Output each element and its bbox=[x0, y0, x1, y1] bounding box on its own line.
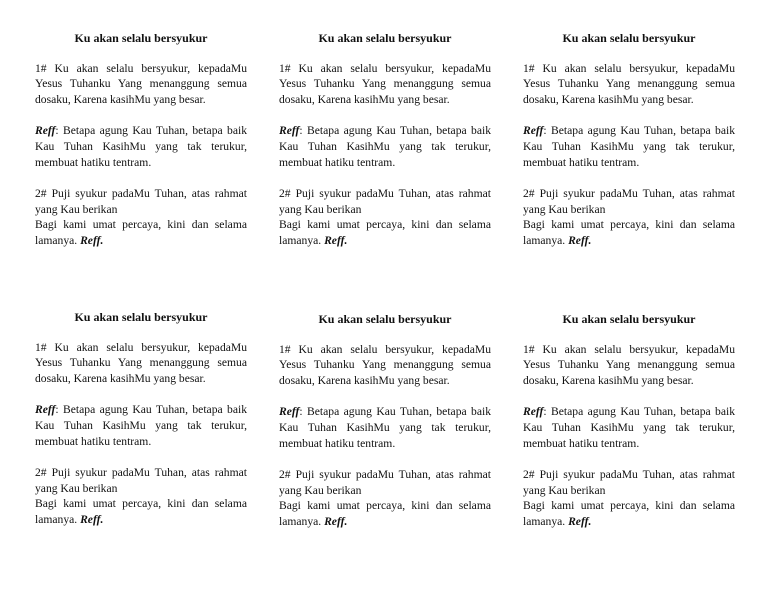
verse-2-line-2 bbox=[35, 496, 247, 527]
song-title: Ku akan selalu bersyukur bbox=[318, 31, 452, 45]
verse-1: 1# Ku akan selalu bersyukur, kepadaMu Yesus Tuhanku Yang menanggung semua dosaku, Karena kasihMu yang besar. bbox=[279, 61, 491, 106]
song-card bbox=[35, 31, 247, 249]
verse-2-line-1: 2# Puji syukur padaMu Tuhan, atas rahmat yang Kau berikan bbox=[523, 468, 735, 497]
verse-2-reff: Reff. bbox=[568, 514, 592, 528]
verse-2-text: Bagi kami umat percaya, kini dan selama lamanya. bbox=[35, 218, 247, 247]
verse-2-line-2 bbox=[35, 217, 247, 248]
reff-text: : Betapa agung Kau Tuhan, betapa baik Kau Tuhan KasihMu yang tak terukur, membuat hatiku tentram. bbox=[279, 405, 491, 450]
verse-2-line-1: 2# Puji syukur padaMu Tuhan, atas rahmat yang Kau berikan bbox=[523, 187, 735, 216]
verse-2-reff: Reff. bbox=[568, 233, 592, 247]
reff-label: Reff bbox=[279, 405, 300, 419]
song-card bbox=[35, 310, 247, 528]
verse-2-line-1: 2# Puji syukur padaMu Tuhan, atas rahmat yang Kau berikan bbox=[35, 187, 247, 216]
reff-label: Reff bbox=[35, 124, 56, 138]
reff-text: : Betapa agung Kau Tuhan, betapa baik Kau Tuhan KasihMu yang tak terukur, membuat hatiku tentram. bbox=[35, 403, 247, 448]
verse-2-line-2 bbox=[523, 498, 735, 529]
verse-2-text: Bagi kami umat percaya, kini dan selama lamanya. bbox=[35, 497, 247, 526]
reff-label: Reff bbox=[523, 405, 544, 419]
song-card bbox=[523, 31, 735, 249]
verse-2-line-1: 2# Puji syukur padaMu Tuhan, atas rahmat yang Kau berikan bbox=[279, 468, 491, 497]
verse-1: 1# Ku akan selalu bersyukur, kepadaMu Yesus Tuhanku Yang menanggung semua dosaku, Karena kasihMu yang besar. bbox=[523, 342, 735, 387]
reff-label: Reff bbox=[279, 124, 300, 138]
song-title: Ku akan selalu bersyukur bbox=[318, 312, 452, 326]
verse-2-text: Bagi kami umat percaya, kini dan selama lamanya. bbox=[279, 218, 491, 247]
verse-2-reff: Reff. bbox=[80, 512, 104, 526]
refrain bbox=[279, 404, 491, 451]
refrain bbox=[523, 123, 735, 170]
reff-text: : Betapa agung Kau Tuhan, betapa baik Kau Tuhan KasihMu yang tak terukur, membuat hatiku tentram. bbox=[279, 124, 491, 169]
refrain bbox=[523, 404, 735, 451]
reff-text: : Betapa agung Kau Tuhan, betapa baik Kau Tuhan KasihMu yang tak terukur, membuat hatiku tentram. bbox=[523, 124, 735, 169]
verse-2-text: Bagi kami umat percaya, kini dan selama lamanya. bbox=[523, 499, 735, 528]
song-card bbox=[279, 312, 491, 530]
verse-1: 1# Ku akan selalu bersyukur, kepadaMu Yesus Tuhanku Yang menanggung semua dosaku, Karena kasihMu yang besar. bbox=[523, 61, 735, 106]
reff-text: : Betapa agung Kau Tuhan, betapa baik Kau Tuhan KasihMu yang tak terukur, membuat hatiku tentram. bbox=[523, 405, 735, 450]
verse-2-reff: Reff. bbox=[80, 233, 104, 247]
verse-2-line-1: 2# Puji syukur padaMu Tuhan, atas rahmat yang Kau berikan bbox=[35, 466, 247, 495]
verse-2-text: Bagi kami umat percaya, kini dan selama lamanya. bbox=[523, 218, 735, 247]
song-card bbox=[279, 31, 491, 249]
verse-2-reff: Reff. bbox=[324, 514, 348, 528]
reff-label: Reff bbox=[523, 124, 544, 138]
song-title: Ku akan selalu bersyukur bbox=[562, 312, 696, 326]
refrain bbox=[35, 123, 247, 170]
song-card bbox=[523, 312, 735, 530]
verse-2-line-2 bbox=[279, 498, 491, 529]
song-title: Ku akan selalu bersyukur bbox=[74, 31, 208, 45]
verse-1: 1# Ku akan selalu bersyukur, kepadaMu Yesus Tuhanku Yang menanggung semua dosaku, Karena kasihMu yang besar. bbox=[279, 342, 491, 387]
refrain bbox=[279, 123, 491, 170]
song-title: Ku akan selalu bersyukur bbox=[562, 31, 696, 45]
verse-2-line-2 bbox=[279, 217, 491, 248]
verse-1: 1# Ku akan selalu bersyukur, kepadaMu Yesus Tuhanku Yang menanggung semua dosaku, Karena kasihMu yang besar. bbox=[35, 340, 247, 385]
song-title: Ku akan selalu bersyukur bbox=[74, 310, 208, 324]
verse-2-line-2 bbox=[523, 217, 735, 248]
refrain bbox=[35, 402, 247, 449]
verse-2-reff: Reff. bbox=[324, 233, 348, 247]
verse-1: 1# Ku akan selalu bersyukur, kepadaMu Yesus Tuhanku Yang menanggung semua dosaku, Karena kasihMu yang besar. bbox=[35, 61, 247, 106]
reff-label: Reff bbox=[35, 403, 56, 417]
reff-text: : Betapa agung Kau Tuhan, betapa baik Kau Tuhan KasihMu yang tak terukur, membuat hatiku tentram. bbox=[35, 124, 247, 169]
verse-2-line-1: 2# Puji syukur padaMu Tuhan, atas rahmat yang Kau berikan bbox=[279, 187, 491, 216]
verse-2-text: Bagi kami umat percaya, kini dan selama lamanya. bbox=[279, 499, 491, 528]
